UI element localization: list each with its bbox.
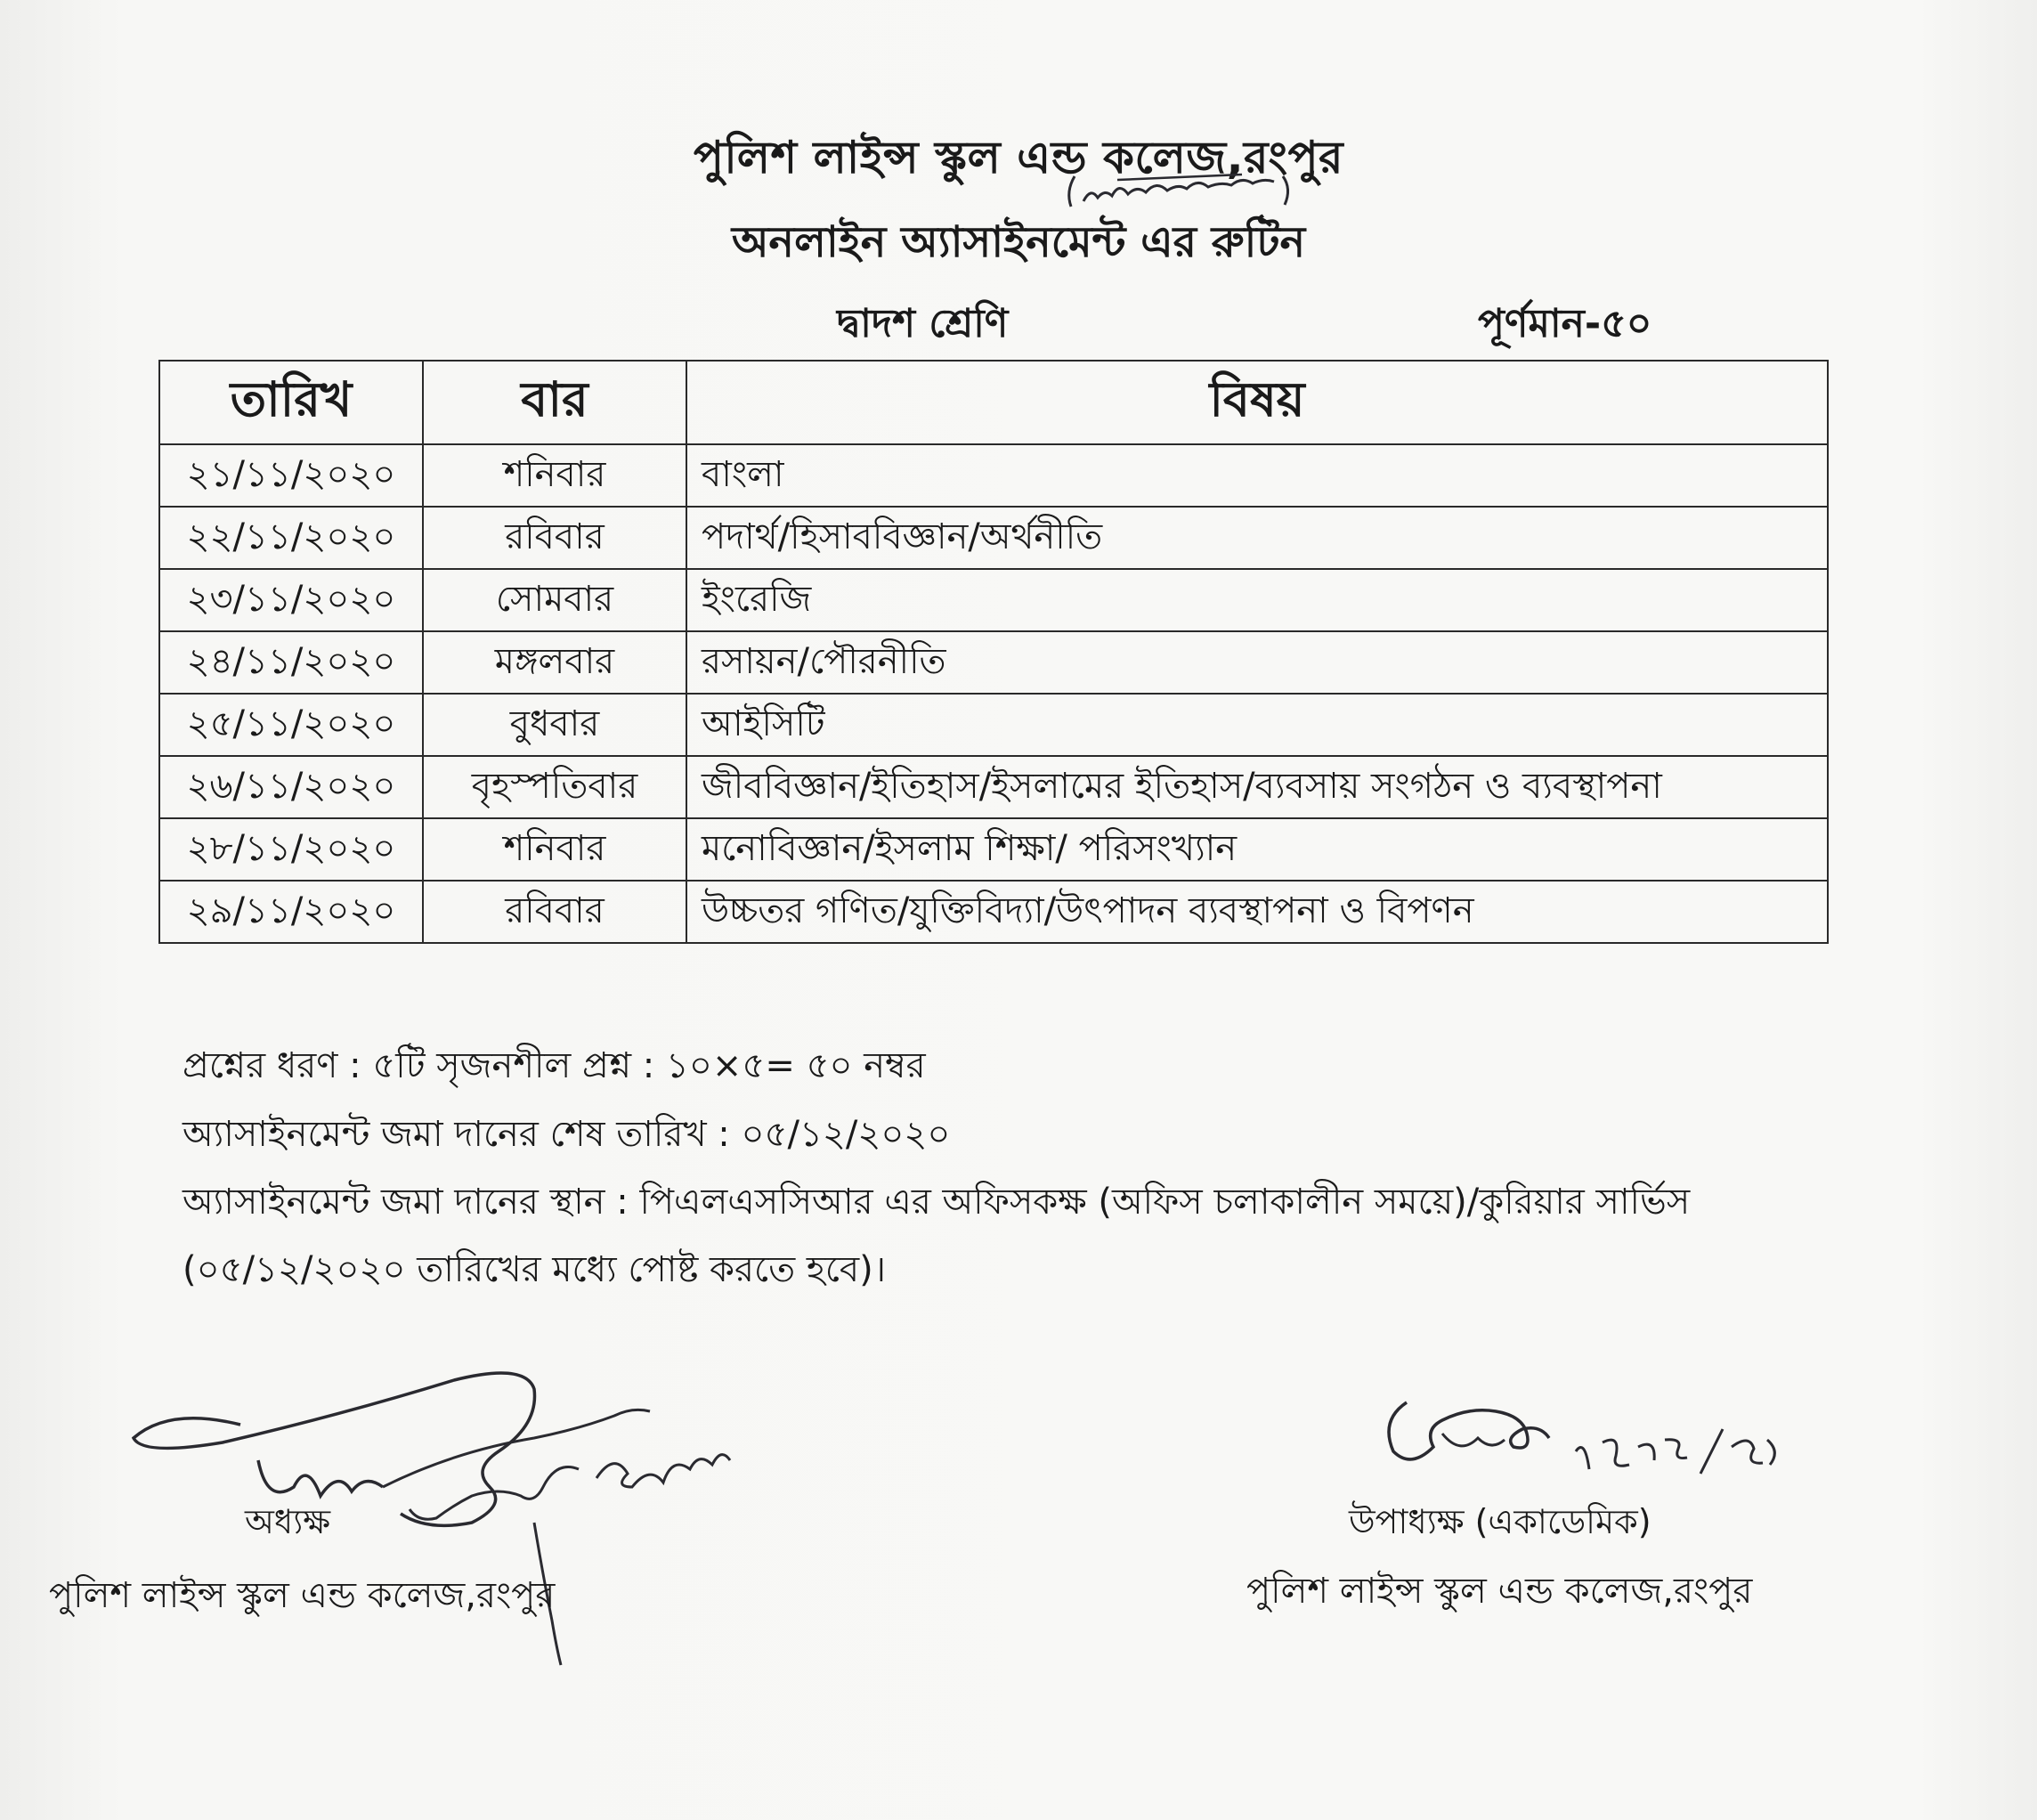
row-day: বৃহস্পতিবার (423, 756, 686, 818)
vice-principal-role: উপাধ্যক্ষ (একাডেমিক) (1349, 1502, 1652, 1541)
deadline-info: অ্যাসাইনমেন্ট জমা দানের শেষ তারিখ : ০৫/১২/২০২০ (183, 1114, 951, 1155)
table-row (159, 881, 1828, 943)
row-date: ২১/১১/২০২০ (159, 444, 423, 507)
row-date: ২৪/১১/২০২০ (159, 631, 423, 694)
location-info: অ্যাসাইনমেন্ট জমা দানের স্থান : পিএলএসসিআর এর অফিসকক্ষ (অফিস চলাকালীন সময়ে)/কুরিয়ার সার্ভিস (183, 1182, 1691, 1223)
class-name: দ্বাদশ শ্রেণি (837, 301, 1009, 346)
header-day: বার (423, 361, 686, 444)
row-date: ২৯/১১/২০২০ (159, 881, 423, 943)
full-marks: পূর্ণমান-৫০ (1478, 301, 1652, 346)
table-row (159, 756, 1828, 818)
table-row (159, 507, 1828, 569)
row-day: বুধবার (423, 694, 686, 756)
row-day: সোমবার (423, 569, 686, 631)
institution-title: পুলিশ লাইন্স স্কুল এন্ড কলেজ,রংপুর (693, 132, 1344, 183)
row-date: ২৫/১১/২০২০ (159, 694, 423, 756)
table-row (159, 631, 1828, 694)
row-day: মঙ্গলবার (423, 631, 686, 694)
row-subject: পদার্থ/হিসাববিজ্ঞান/অর্থনীতি (686, 507, 1828, 569)
row-day: রবিবার (423, 881, 686, 943)
row-date: ২৮/১১/২০২০ (159, 818, 423, 881)
header-date: তারিখ (159, 361, 423, 444)
row-subject: ইংরেজি (686, 569, 1828, 631)
vice-principal-signature (1371, 1385, 1781, 1500)
row-day: শনিবার (423, 444, 686, 507)
row-date: ২৩/১১/২০২০ (159, 569, 423, 631)
location-info-continued: (০৫/১২/২০২০ তারিখের মধ্যে পোষ্ট করতে হবে)। (183, 1249, 887, 1290)
table-row (159, 694, 1828, 756)
table-row (159, 818, 1828, 881)
principal-institution: পুলিশ লাইন্স স্কুল এন্ড কলেজ,রংপুর (49, 1575, 556, 1616)
row-subject: আইসিটি (686, 694, 1828, 756)
principal-role: অধ্যক্ষ (245, 1502, 331, 1541)
routine-table (158, 360, 1829, 944)
question-type-info: প্রশ্নের ধরণ : ৫টি সৃজনশীল প্রশ্ন : ১০×৫= ৫০ নম্বর (183, 1045, 926, 1086)
row-date: ২৬/১১/২০২০ (159, 756, 423, 818)
row-day: শনিবার (423, 818, 686, 881)
row-day: রবিবার (423, 507, 686, 569)
row-subject: রসায়ন/পৌরনীতি (686, 631, 1828, 694)
row-date: ২২/১১/২০২০ (159, 507, 423, 569)
row-subject: জীববিজ্ঞান/ইতিহাস/ইসলামের ইতিহাস/ব্যবসায় সংগঠন ও ব্যবস্থাপনা (686, 756, 1828, 818)
header-subject: বিষয় (686, 361, 1828, 444)
vice-principal-institution: পুলিশ লাইন্স স্কুল এন্ড কলেজ,রংপুর (1246, 1571, 1753, 1612)
row-subject: মনোবিজ্ঞান/ইসলাম শিক্ষা/ পরিসংখ্যান (686, 818, 1828, 881)
table-header-row (159, 361, 1828, 444)
handwritten-note (1064, 169, 1295, 214)
row-subject: বাংলা (686, 444, 1828, 507)
routine-title: অনলাইন অ্যাসাইনমেন্ট এর রুটিন (731, 217, 1306, 267)
table-row (159, 569, 1828, 631)
row-subject: উচ্চতর গণিত/যুক্তিবিদ্যা/উৎপাদন ব্যবস্থাপনা ও বিপণন (686, 881, 1828, 943)
table-row (159, 444, 1828, 507)
